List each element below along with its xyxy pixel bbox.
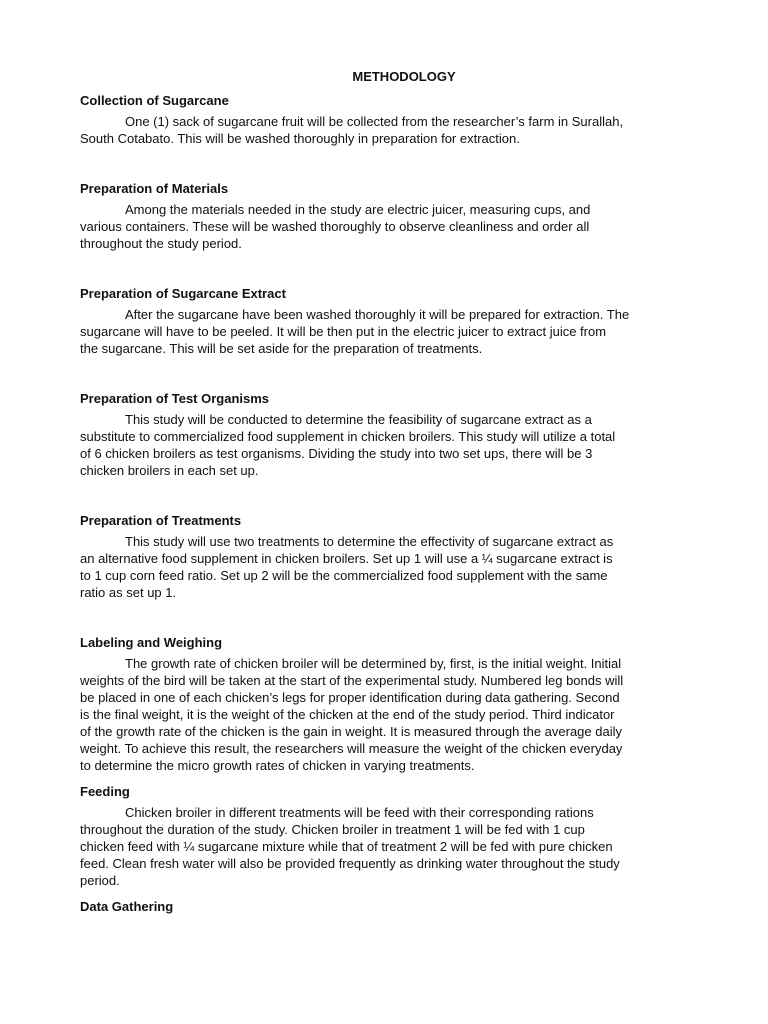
section-spacer (80, 252, 728, 285)
section-heading: Preparation of Treatments (80, 513, 242, 528)
section-paragraph: The growth rate of chicken broiler will be determined by, first, is the initial weight. Initial weights of the bird will be taken at the start of the experimental study. Numbered leg bonds will be placed in one of each chicken’s legs for proper identification during data gathering. Second is the final weight, it is the weight of the chicken at the end of the study period. Third indicator of the growth rate of the chicken is the gain in weight. It is measured through the average daily weight. To achieve this result, the researchers will measure the weight of the chicken everyday to determine the micro growth rates of chicken in varying treatments. (80, 656, 624, 773)
section-feeding (80, 783, 728, 889)
section-paragraph: One (1) sack of sugarcane fruit will be collected from the researcher’s farm in Surallah, South Cotabato. This will be washed thoroughly in preparation for extraction. (80, 114, 624, 146)
section-heading: Preparation of Test Organisms (80, 391, 270, 406)
section-paragraph: This study will be conducted to determine the feasibility of sugarcane extract as a substitute to commercialized food supplement in chicken broilers. This study will utilize a total of 6 chicken broilers as test organisms. Dividing the study into two set ups, there will be 3 chicken broilers in each set up. (80, 412, 616, 478)
section-spacer (80, 147, 728, 180)
section-preparation-of-test-organisms (80, 390, 728, 479)
section-heading: Preparation of Sugarcane Extract (80, 286, 286, 301)
section-preparation-of-materials (80, 180, 728, 252)
section-preparation-of-treatments (80, 512, 728, 601)
section-spacer (80, 774, 728, 783)
section-paragraph: After the sugarcane have been washed thoroughly it will be prepared for extraction. The sugarcane will have to be peeled. It will be then put in the electric juicer to extract juice from the sugarcane. This will be set aside for the preparation of treatments. (80, 307, 630, 356)
section-heading: Labeling and Weighing (80, 635, 223, 650)
section-spacer (80, 357, 728, 390)
section-heading: Preparation of Materials (80, 181, 229, 196)
section-spacer (80, 889, 728, 898)
section-spacer (80, 601, 728, 634)
section-preparation-of-sugarcane-extract (80, 285, 728, 357)
section-heading: Collection of Sugarcane (80, 93, 229, 108)
section-heading: Feeding (80, 784, 130, 799)
section-data-gathering (80, 898, 728, 915)
section-paragraph: Among the materials needed in the study are electric juicer, measuring cups, and various containers. These will be washed thoroughly to observe cleanliness and order all throughout the study period. (80, 202, 591, 251)
section-spacer (80, 479, 728, 512)
section-paragraph: Chicken broiler in different treatments will be feed with their corresponding rations throughout the duration of the study. Chicken broiler in treatment 1 will be fed with 1 cup chicken feed with ¼ sugarcane mixture while that of treatment 2 will be fed with pure chicken feed. Clean fresh water will also be provided frequently as drinking water throughout the study period. (80, 805, 620, 888)
section-heading: Data Gathering (80, 899, 174, 914)
section-labeling-and-weighing (80, 634, 728, 774)
page-title: METHODOLOGY (352, 69, 456, 84)
section-paragraph: This study will use two treatments to determine the effectivity of sugarcane extract as an alternative food supplement in chicken broilers. Set up 1 will use a ¼ sugarcane extract is to 1 cup corn feed ratio. Set up 2 will be the commercialized food supplement with the same ratio as set up 1. (80, 534, 614, 600)
section-collection-of-sugarcane (80, 92, 728, 147)
